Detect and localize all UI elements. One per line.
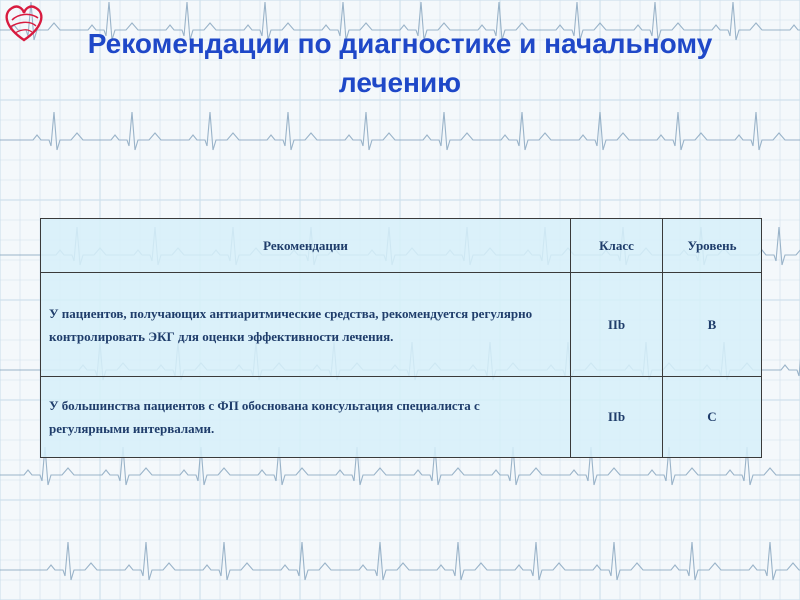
recommendation-text: У пациентов, получающих антиаритмические средства, рекомендуется регулярно контролировать ЭКГ для оценки эффективности лечения.	[41, 273, 571, 377]
level-cell: C	[663, 377, 762, 458]
recommendation-text: У большинства пациентов с ФП обоснована консультация специалиста с регулярными интервалами.	[41, 377, 571, 458]
level-cell: B	[663, 273, 762, 377]
column-header-level: Уровень	[663, 219, 762, 273]
recommendations-table	[40, 218, 762, 458]
table-row	[41, 273, 762, 377]
class-cell: IIb	[571, 273, 663, 377]
table-row	[41, 377, 762, 458]
column-header-recommendations: Рекомендации	[41, 219, 571, 273]
class-cell: IIb	[571, 377, 663, 458]
table-header-row	[41, 219, 762, 273]
column-header-class: Класс	[571, 219, 663, 273]
page-title: Рекомендации по диагностике и начальному лечению	[87, 28, 713, 98]
